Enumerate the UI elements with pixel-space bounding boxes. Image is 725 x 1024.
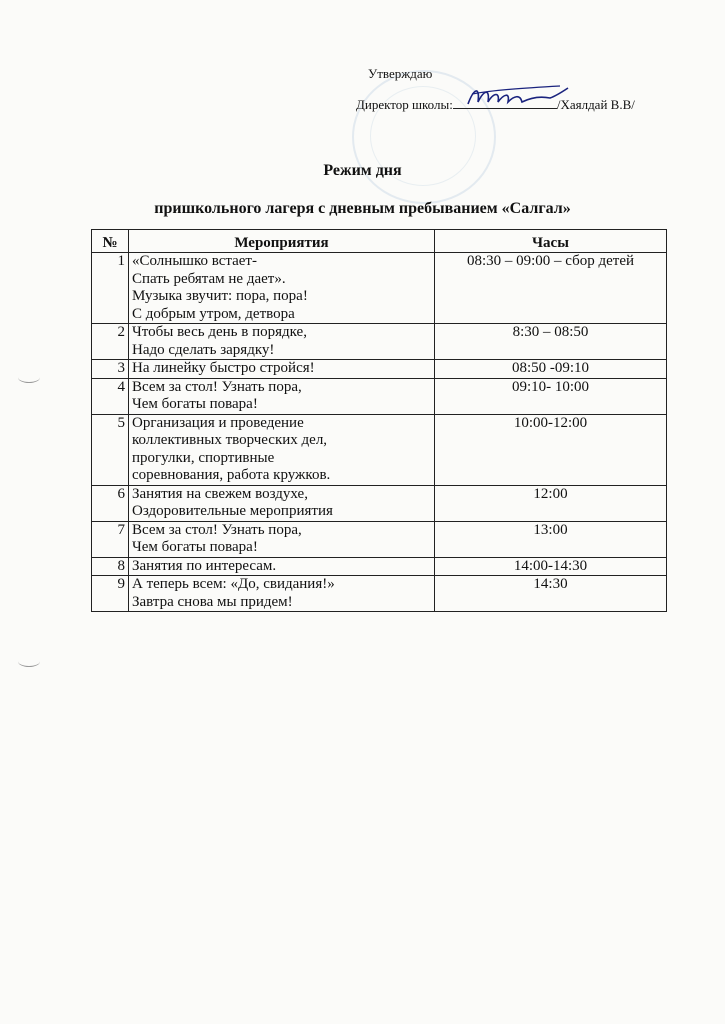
director-label: Директор школы:: [356, 97, 453, 112]
table-row: [92, 485, 667, 521]
row-activity: [129, 324, 435, 360]
row-number: 9: [92, 576, 129, 612]
activity-line: Завтра снова мы придем!: [132, 593, 293, 610]
schedule-body: [92, 253, 667, 612]
header-activities: Мероприятия: [129, 230, 435, 253]
activity-line: прогулки, спортивные: [132, 449, 275, 466]
row-hours: 8:30 – 08:50: [435, 324, 667, 360]
table-row: [92, 360, 667, 379]
activity-line: Занятия по интересам.: [132, 557, 277, 574]
row-number: 7: [92, 521, 129, 557]
punch-hole-mark: [18, 372, 40, 383]
table-row: [92, 253, 667, 324]
row-activity: [129, 485, 435, 521]
punch-hole-mark: [18, 656, 40, 667]
activity-line: Музыка звучит: пора, пора!: [132, 288, 308, 304]
activity-line: А теперь всем: «До, свидания!»: [132, 576, 335, 592]
activity-line: соревнования, работа кружков.: [132, 467, 331, 483]
row-activity: [129, 378, 435, 414]
row-number: 3: [92, 360, 129, 379]
activity-line: Организация и проведение: [132, 414, 304, 431]
schedule-table: [91, 229, 667, 612]
row-hours: 10:00-12:00: [435, 414, 667, 485]
row-hours: 13:00: [435, 521, 667, 557]
row-hours: 08:50 -09:10: [435, 360, 667, 379]
row-activity: [129, 253, 435, 324]
activity-line: Чем богаты повара!: [132, 396, 258, 412]
row-hours: 09:10- 10:00: [435, 378, 667, 414]
table-row: [92, 521, 667, 557]
activity-line: С добрым утром, детвора: [132, 305, 295, 322]
row-hours: 08:30 – 09:00 – сбор детей: [435, 253, 667, 324]
activity-line: «Солнышко встает-: [132, 253, 257, 269]
row-activity: [129, 414, 435, 485]
document-title: Режим дня: [323, 162, 402, 179]
activity-line: Оздоровительные мероприятия: [132, 503, 333, 519]
table-row: [92, 557, 667, 576]
row-activity: [129, 557, 435, 576]
table-row: [92, 576, 667, 612]
document-subtitle: пришкольного лагеря с дневным пребыванием «Салгал»: [154, 200, 571, 217]
row-number: 1: [92, 253, 129, 324]
row-number: 2: [92, 324, 129, 360]
director-signature: [464, 82, 574, 112]
row-hours: 14:30: [435, 576, 667, 612]
header-hours: Часы: [435, 230, 667, 253]
activity-line: На линейку быстро стройся!: [132, 360, 315, 376]
table-header-row: [92, 230, 667, 253]
director-name: /Хаялдай В.В/: [556, 97, 635, 112]
activity-line: коллективных творческих дел,: [132, 432, 328, 448]
table-row: [92, 324, 667, 360]
table-row: [92, 414, 667, 485]
activity-line: Всем за стол! Узнать пора,: [132, 521, 302, 538]
row-number: 6: [92, 485, 129, 521]
header-number: №: [92, 230, 129, 253]
activity-line: Чем богаты повара!: [132, 539, 258, 555]
approval-title: Утверждаю: [368, 66, 433, 81]
row-number: 8: [92, 557, 129, 576]
row-activity: [129, 360, 435, 379]
row-hours: 14:00-14:30: [435, 557, 667, 576]
table-row: [92, 378, 667, 414]
row-number: 4: [92, 378, 129, 414]
activity-line: Чтобы весь день в порядке,: [132, 324, 307, 340]
activity-line: Занятия на свежем воздухе,: [132, 485, 308, 502]
row-hours: 12:00: [435, 485, 667, 521]
row-number: 5: [92, 414, 129, 485]
activity-line: Надо сделать зарядку!: [132, 341, 275, 358]
row-activity: [129, 521, 435, 557]
activity-line: Всем за стол! Узнать пора,: [132, 378, 302, 395]
row-activity: [129, 576, 435, 612]
activity-line: Спать ребятам не дает».: [132, 270, 286, 287]
